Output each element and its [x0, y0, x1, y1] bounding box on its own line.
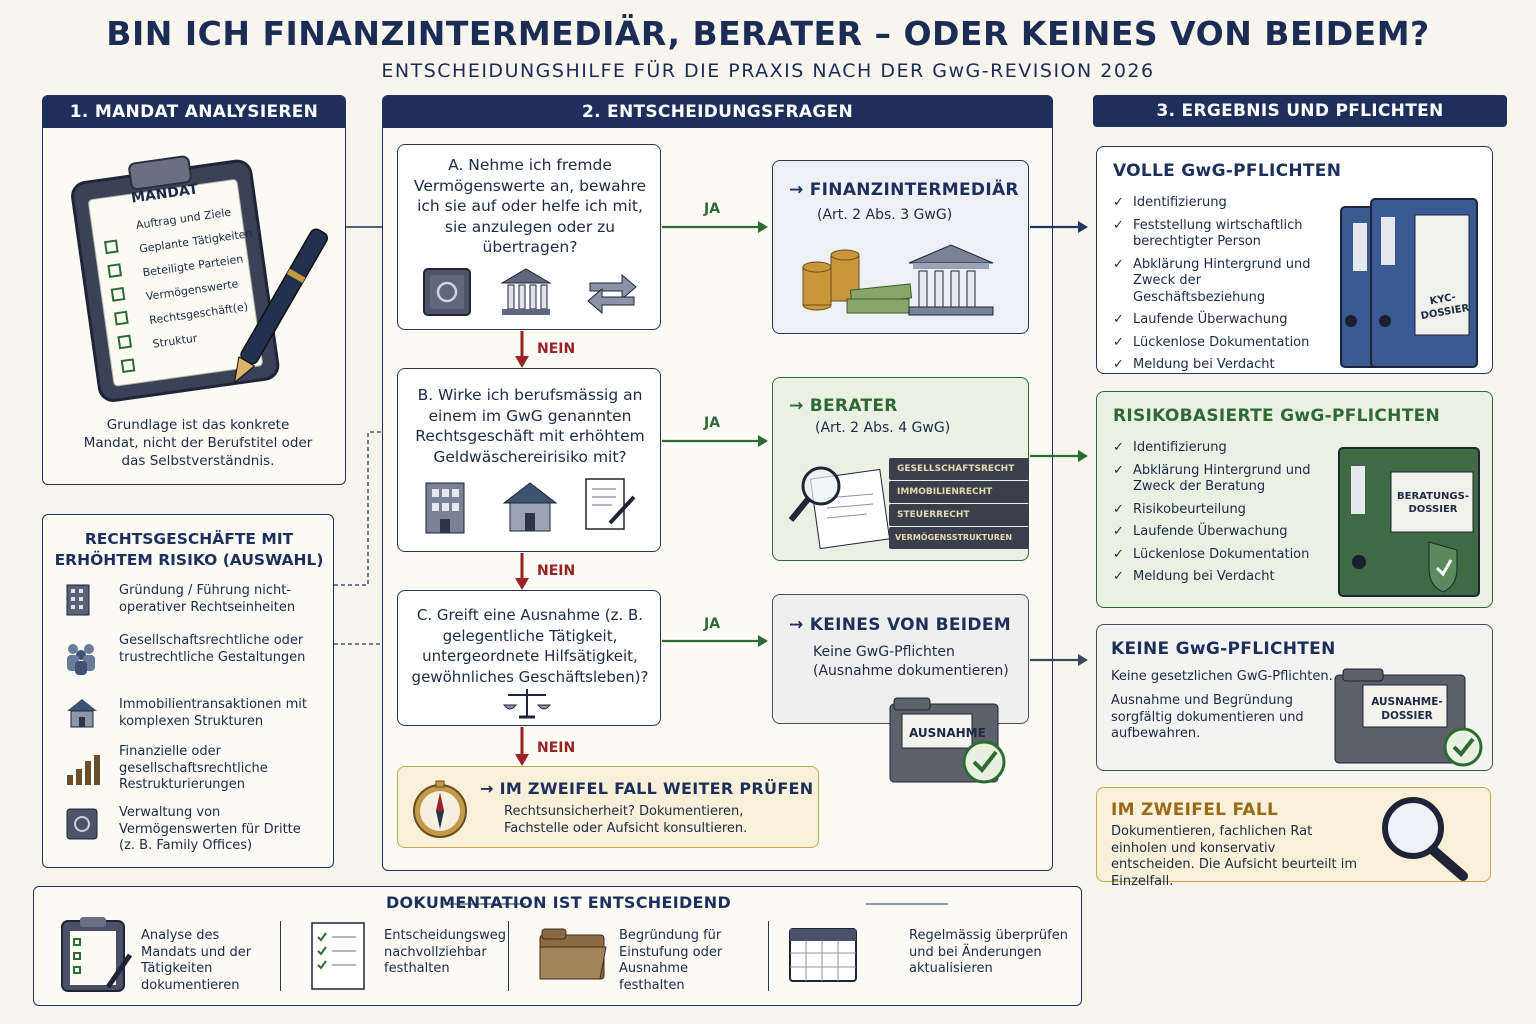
- kyc-binder-label: KYC-DOSSIER: [1420, 291, 1471, 323]
- obligation-item: ✓ Abklärung Hintergrund und Zweck der Beratung: [1113, 463, 1335, 496]
- nein-label-c: NEIN: [537, 740, 576, 756]
- documentation-panel: [33, 886, 1082, 1006]
- result-b-title: → BERATER: [789, 396, 898, 416]
- ja-label-a: JA: [704, 201, 721, 217]
- mandate-note: Grundlage ist das konkrete Mandat, nicht der Berufstitel oder das Selbstverständnis.: [83, 417, 313, 469]
- result-berater-box: [772, 377, 1029, 561]
- obligation-item: ✓ Identifizierung: [1113, 440, 1335, 457]
- book-label: GESELLSCHAFTSRECHT: [889, 458, 1029, 480]
- result-b-ref: (Art. 2 Abs. 4 GwG): [815, 420, 951, 436]
- obligation-item: ✓ Laufende Überwachung: [1113, 312, 1335, 329]
- result-c-title: → KEINES VON BEIDEM: [789, 615, 1011, 635]
- clipboard-item: Struktur: [151, 331, 199, 351]
- kyc-binder-icon: [1337, 193, 1481, 375]
- obligation-item: ✓ Laufende Überwachung: [1113, 524, 1335, 541]
- question-b-text: B. Wirke ich berufsmässig an einem im GwG genannten Rechtsgeschäft mit erhöhtem Geldwäschereirisiko mit?: [415, 386, 645, 466]
- section-questions-heading: 2. ENTSCHEIDUNGSFRAGEN: [383, 96, 1052, 128]
- doubt-check-box: [397, 766, 819, 848]
- obligation-item: ✓ Meldung bei Verdacht: [1113, 569, 1335, 586]
- obligation-item: ✓ Feststellung wirtschaftlich berechtigter Person: [1113, 218, 1335, 251]
- risk-item: Gründung / Führung nicht-operativer Rechtseinheiten: [119, 583, 296, 615]
- book-label: VERMÖGENSSTRUKTUREN: [889, 527, 1029, 549]
- nein-label-b: NEIN: [537, 563, 576, 579]
- folder-icon: [538, 927, 608, 987]
- result-a-title: → FINANZINTERMEDIÄR: [789, 180, 1019, 200]
- bank-building-icon: [905, 243, 997, 323]
- full-obligations-list: [1113, 195, 1335, 380]
- risk-based-title: RISIKOBASIERTE GwG-PFLICHTEN: [1113, 406, 1441, 426]
- page-subtitle: ENTSCHEIDUNGSHILFE FÜR DIE PRAXIS NACH DER GwG-REVISION 2026: [381, 60, 1155, 82]
- result-a-ref: (Art. 2 Abs. 3 GwG): [817, 207, 953, 223]
- consulting-binder-icon: [1335, 442, 1483, 604]
- documentation-item: Regelmässig überprüfen und bei Änderungen aktualisieren: [909, 928, 1068, 976]
- no-obligations-title: KEINE GwG-PFLICHTEN: [1111, 639, 1336, 659]
- question-c-text: C. Greift eine Ausnahme (z. B. gelegentliche Tätigkeit, untergeordnete Hilfsätigkeit, gewöhnliches Geschäftsleben)?: [411, 606, 649, 686]
- doubt-advice-title: IM ZWEIFEL FALL: [1111, 800, 1279, 820]
- obligation-item: ✓ Identifizierung: [1113, 195, 1335, 212]
- result-c-text: Keine GwG-Pflichten (Ausnahme dokumentieren): [813, 644, 1009, 679]
- question-a-text: A. Nehme ich fremde Vermögenswerte an, bewahre ich sie auf oder helfe ich mit, sie anzulegen oder zu übertragen?: [413, 156, 647, 256]
- section-results-panel: [1093, 95, 1507, 129]
- checklist-icon: [308, 919, 370, 997]
- documentation-heading: DOKUMENTATION IST ENTSCHEIDEND: [385, 893, 732, 912]
- documentation-item: Analyse des Mandats und der Tätigkeiten dokumentieren: [141, 928, 252, 993]
- risk-based-obligations-box: [1096, 391, 1493, 608]
- book-label: STEUERRECHT: [889, 504, 1029, 526]
- book-label: IMMOBILIENRECHT: [889, 481, 1029, 503]
- clipboard-item: Auftrag und Ziele: [135, 205, 232, 232]
- compass-icon: [410, 777, 470, 843]
- obligation-item: ✓ Abklärung Hintergrund und Zweck der Geschäftsbeziehung: [1113, 257, 1335, 307]
- clipboard-item: Geplante Tätigkeiten: [138, 226, 254, 256]
- ja-label-c: JA: [704, 616, 721, 632]
- result-finanzintermediaer-box: [772, 160, 1029, 334]
- risk-item: Immobilientransaktionen mit komplexen Strukturen: [119, 697, 307, 729]
- documentation-item: Entscheidungsweg nachvollziehbar festhalten: [384, 928, 506, 976]
- full-obligations-title: VOLLE GwG-PFLICHTEN: [1113, 161, 1342, 181]
- obligation-item: ✓ Lückenlose Dokumentation: [1113, 547, 1335, 564]
- ja-label-b: JA: [704, 415, 721, 431]
- doubt-advice-box: [1096, 787, 1491, 889]
- full-obligations-box: [1096, 146, 1493, 374]
- law-books-stack: [889, 458, 1029, 549]
- clipboard-icon: [58, 915, 134, 999]
- risk-item: Gesellschaftsrechtliche oder trustrechtliche Gestaltungen: [119, 633, 306, 665]
- risk-heading: RECHTSGESCHÄFTE MIT ERHÖHTEM RISIKO (AUSWAHL): [54, 530, 324, 569]
- magnifier-document-icon: [785, 454, 895, 558]
- coins-money-icon: [801, 247, 911, 321]
- section-mandate-heading: 1. MANDAT ANALYSIEREN: [43, 96, 345, 128]
- obligation-item: ✓ Risikobeurteilung: [1113, 502, 1335, 519]
- doubt-advice-text: Dokumentieren, fachlichen Rat einholen und konservativ entscheiden. Die Aufsicht beurteilt im Einzelfall.: [1111, 824, 1357, 889]
- exception-folder-icon: [886, 694, 1026, 790]
- exception-dossier-label: AUSNAHME-DOSSIER: [1371, 696, 1443, 722]
- no-obligations-line2: Ausnahme und Begründung sorgfältig dokumentieren und aufbewahren.: [1111, 693, 1304, 741]
- clipboard-item: Rechtsgeschäft(e): [148, 300, 249, 327]
- clipboard-item: Beteiligte Parteien: [141, 252, 245, 280]
- doubt-check-text: Rechtsunsicherheit? Dokumentieren, Fachstelle oder Aufsicht konsultieren.: [504, 804, 748, 836]
- risk-item: Verwaltung von Vermögenswerten für Dritte (z. B. Family Offices): [119, 805, 301, 853]
- no-obligations-line1: Keine gesetzlichen GwG-Pflichten.: [1111, 669, 1333, 684]
- calendar-icon: [788, 923, 860, 987]
- exception-folder-label: AUSNAHME: [909, 726, 986, 740]
- obligation-item: ✓ Meldung bei Verdacht: [1113, 357, 1335, 374]
- risk-item: Finanzielle oder gesellschaftsrechtliche Restrukturierungen: [119, 744, 268, 792]
- magnifier-icon: [1371, 792, 1481, 886]
- clipboard-item: Vermögenswerte: [145, 277, 240, 304]
- doubt-check-title: → IM ZWEIFEL FALL WEITER PRÜFEN: [480, 779, 814, 798]
- nein-label-a: NEIN: [537, 341, 576, 357]
- section-results-heading: 3. ERGEBNIS UND PFLICHTEN: [1093, 95, 1507, 127]
- consulting-binder-label: BERATUNGS-DOSSIER: [1397, 491, 1469, 515]
- documentation-item: Begründung für Einstufung oder Ausnahme festhalten: [619, 928, 723, 993]
- risk-based-list: [1113, 440, 1335, 592]
- clipboard-title: MANDAT: [130, 181, 200, 207]
- obligation-item: ✓ Lückenlose Dokumentation: [1113, 335, 1335, 352]
- page-title: BIN ICH FINANZINTERMEDIÄR, BERATER – ODER KEINES VON BEIDEM?: [106, 14, 1430, 53]
- no-obligations-box: [1096, 624, 1493, 771]
